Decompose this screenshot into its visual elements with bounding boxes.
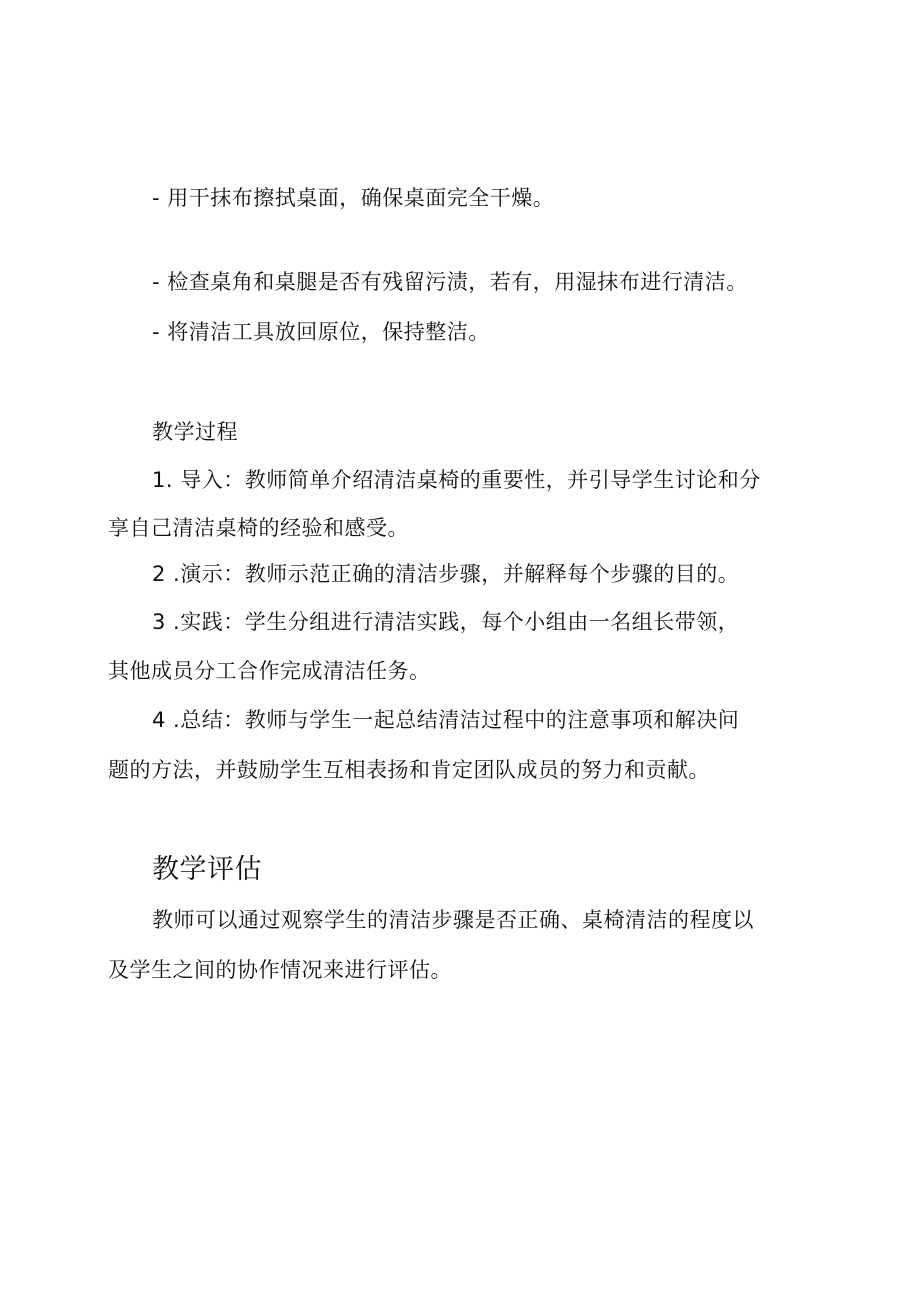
section-title-process: 教学过程: [152, 420, 238, 444]
evaluation-line2: 及学生之间的协作情况来进行评估。: [108, 958, 452, 982]
process-item-4-line2: 题的方法，并鼓励学生互相表扬和肯定团队成员的努力和贡献。: [108, 758, 710, 782]
step-dry-wipe: - 用干抹布擦拭桌面，确保桌面完全干燥。: [152, 186, 555, 210]
process-item-1-line1: 1. 导入：教师简单介绍清洁桌椅的重要性，并引导学生讨论和分: [152, 468, 761, 492]
evaluation-line1: 教师可以通过观察学生的清洁步骤是否正确、桌椅清洁的程度以: [152, 908, 754, 932]
process-item-3-line2: 其他成员分工合作完成清洁任务。: [108, 659, 431, 683]
process-item-1-line2: 享自己清洁桌椅的经验和感受。: [108, 516, 409, 540]
process-item-3-line1: 3 .实践：学生分组进行清洁实践，每个小组由一名组长带领，: [152, 610, 740, 634]
process-item-2-line1: 2 .演示：教师示范正确的清洁步骤，并解释每个步骤的目的。: [152, 562, 740, 586]
process-item-4-line1: 4 .总结：教师与学生一起总结清洁过程中的注意事项和解决问: [152, 708, 740, 732]
section-title-evaluation: 教学评估: [152, 854, 262, 885]
step-check-corners: - 检查桌角和桌腿是否有残留污渍，若有，用湿抹布进行清洁。: [152, 270, 748, 294]
step-return-tools: - 将清洁工具放回原位，保持整洁。: [152, 320, 490, 344]
